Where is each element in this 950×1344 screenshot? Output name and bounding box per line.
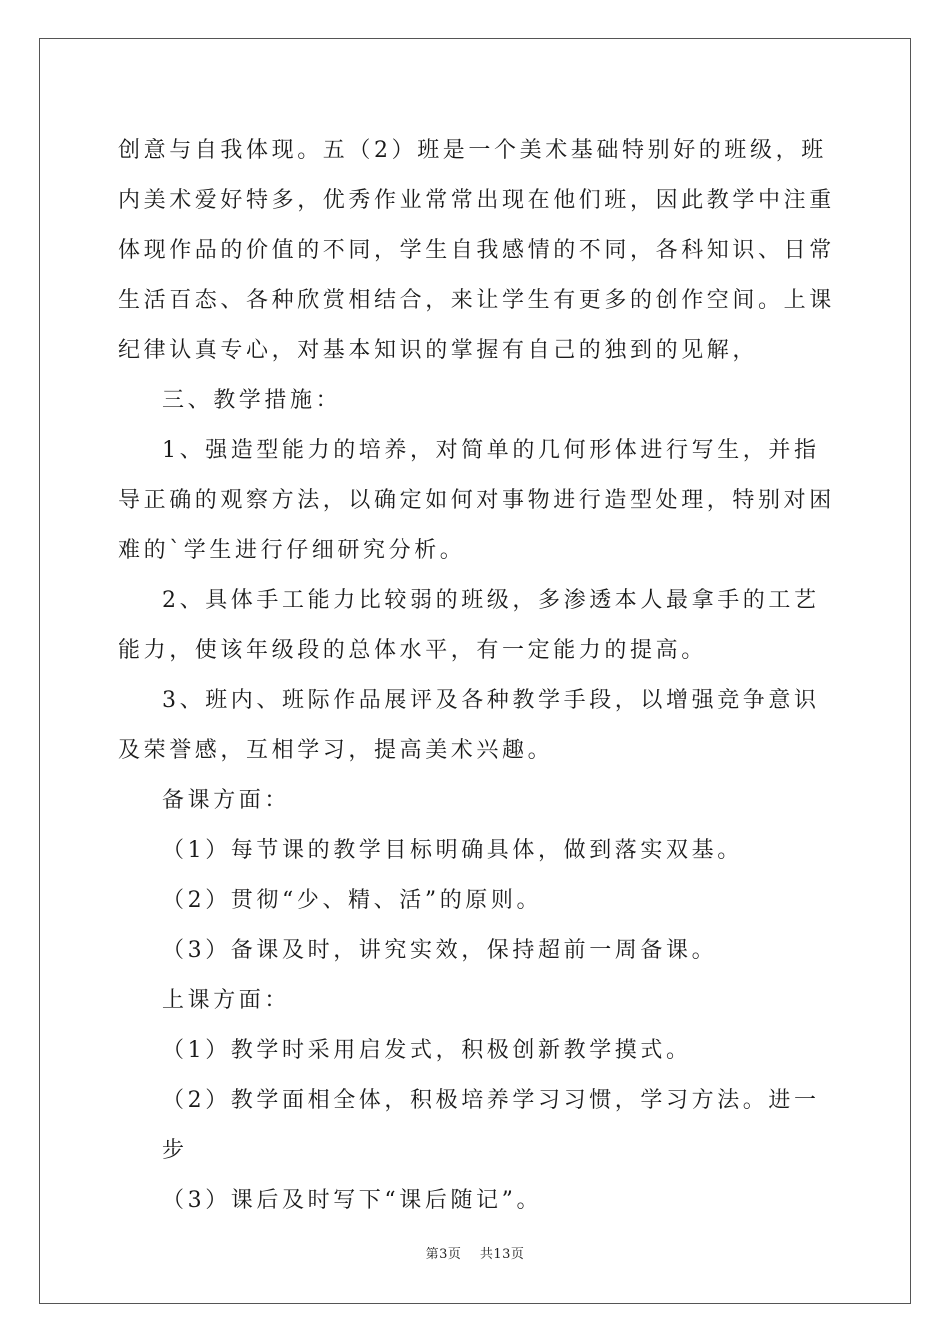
lesson-prep-item-3: （3）备课及时，讲究实效，保持超前一周备课。 [162, 938, 718, 963]
page-footer [0, 1243, 950, 1262]
teaching-item-3: （3）课后及时写下“课后随记”。 [162, 1188, 543, 1213]
page-number: 第3页 [425, 1247, 462, 1262]
subheading-lesson-prep: 备课方面： [162, 788, 291, 813]
page-total: 共13页 [479, 1247, 525, 1262]
teaching-item-2: （2）教学面相全体，积极培养学习习惯，学习方法。进一步 [162, 1088, 820, 1163]
subheading-teaching: 上课方面： [162, 988, 291, 1013]
teaching-item-1: （1）教学时采用启发式，积极创新教学摸式。 [162, 1038, 692, 1063]
measure-item-3: 3、班内、班际作品展评及各种教学手段，以增强竞争意识及荣誉感，互相学习，提高美术兴趣。 [118, 688, 820, 763]
section-heading-measures: 三、教学措施： [162, 388, 342, 413]
measure-item-1: 1、强造型能力的培养，对简单的几何形体进行写生，并指导正确的观察方法，以确定如何对事物进行造型处理，特别对困难的`学生进行仔细研究分析。 [118, 438, 835, 563]
lesson-prep-item-1: （1）每节课的教学目标明确具体，做到落实双基。 [162, 838, 743, 863]
measure-item-2: 2、具体手工能力比较弱的班级，多渗透本人最拿手的工艺能力，使该年级段的总体水平，有一定能力的提高。 [118, 588, 820, 663]
lesson-prep-item-2: （2）贯彻“少、精、活”的原则。 [162, 888, 543, 913]
document-body [118, 126, 838, 1226]
footer-spacer [461, 1247, 480, 1262]
paragraph-intro: 创意与自我体现。五（2）班是一个美术基础特别好的班级，班内美术爱好特多，优秀作业常常出现在他们班，因此教学中注重体现作品的价值的不同，学生自我感情的不同，各科知识、日常生活百态、各种欣赏相结合，来让学生有更多的创作空间。上课纪律认真专心，对基本知识的掌握有自己的独到的见解， [118, 138, 835, 363]
